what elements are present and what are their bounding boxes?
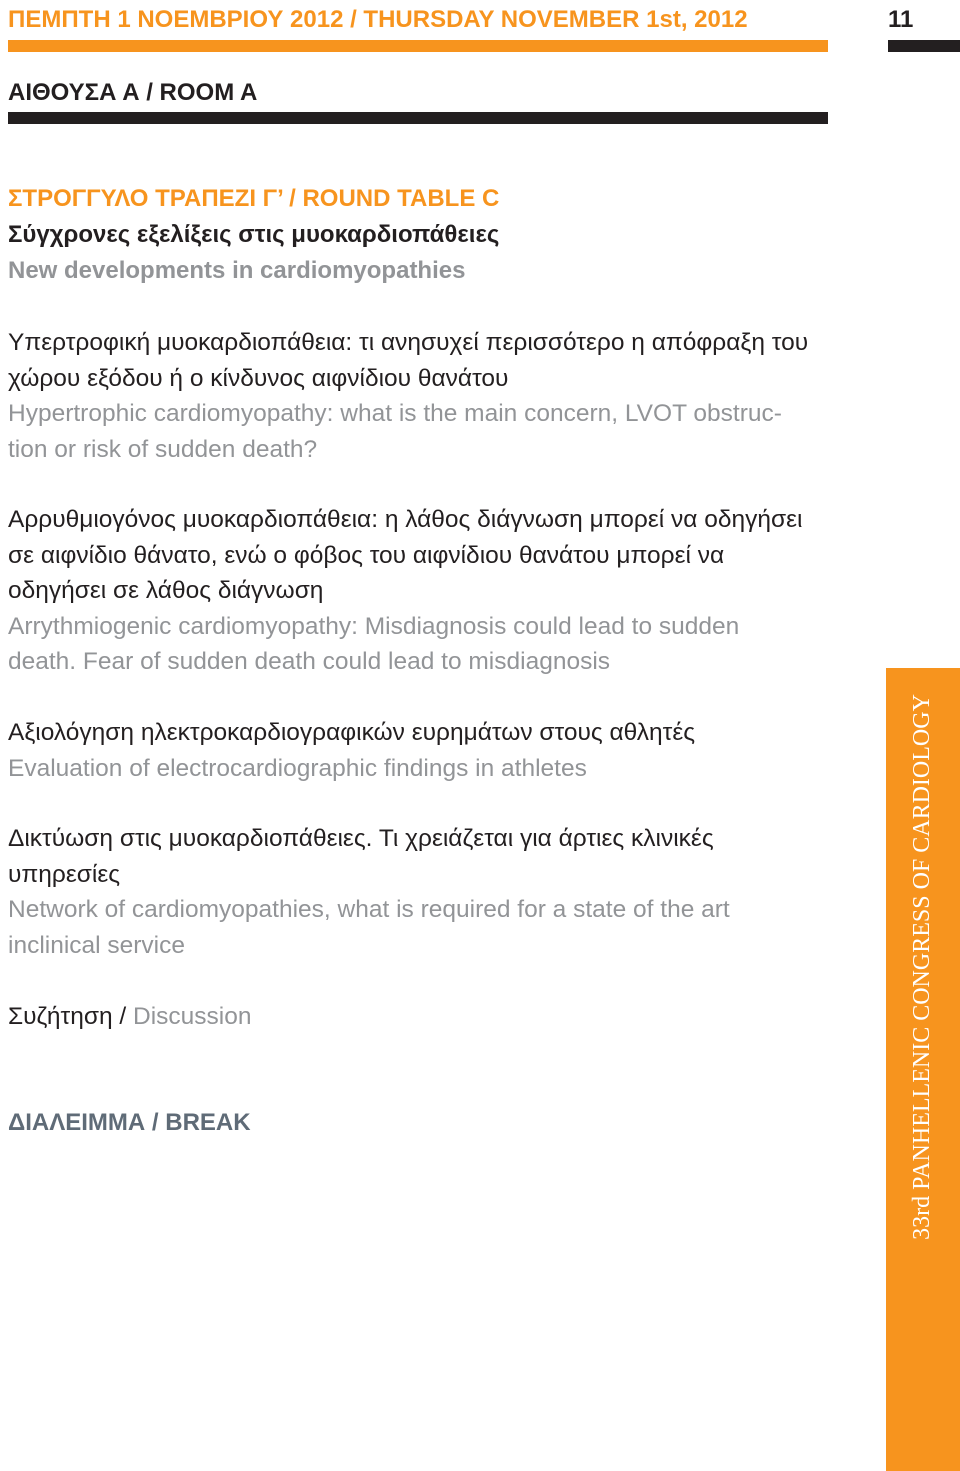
discussion-separator: / xyxy=(119,1003,127,1030)
talk-item xyxy=(8,715,695,786)
talk-title-english-line: Hypertrophic cardiomyopathy: what is the main concern, LVOT obstruc- xyxy=(8,400,782,427)
discussion-item xyxy=(8,999,252,1035)
header-accent-bar xyxy=(8,40,828,52)
discussion-english: Discussion xyxy=(133,1003,252,1030)
talk-title-greek-line: Υπερτροφική μυοκαρδιοπάθεια: τι ανησυχεί περισσότερο η απόφραξη του xyxy=(8,329,809,356)
talk-title-greek-line: Δικτύωση στις μυοκαρδιοπάθειες. Τι χρειάζεται για άρτιες κλινικές xyxy=(8,825,714,852)
talk-title-greek-line: υπηρεσίες xyxy=(8,860,121,888)
talk-title-english-line: Network of cardiomyopathies, what is required for a state of the art xyxy=(8,896,730,923)
talk-title-english-line: inclinical service xyxy=(8,931,186,959)
talk-title-english-line: Evaluation of electrocardiographic findings in athletes xyxy=(8,754,587,782)
page-number-bar xyxy=(888,40,960,52)
talk-title-english-line: tion or risk of sudden death? xyxy=(8,435,318,463)
date-header: ΠΕΜΠΤΗ 1 ΝΟΕΜΒΡΙΟΥ 2012 / THURSDAY NOVEMBER 1st, 2012 xyxy=(8,6,748,33)
talk-item xyxy=(8,325,808,467)
talk-title-greek-line: Αρρυθμιογόνος μυοκαρδιοπάθεια: η λάθος διάγνωση μπορεί να οδηγήσει xyxy=(8,506,803,533)
session-subtitle-english: New developments in cardiomyopathies xyxy=(8,257,466,284)
side-banner-text: 33rd PANHELLENIC CONGRESS OF CARDIOLOGY xyxy=(909,694,935,1240)
room-title: ΑΙΘΟΥΣΑ Α / ROOM A xyxy=(8,79,258,106)
talk-title-english-line: Arrythmiogenic cardiomyopathy: Misdiagnosis could lead to sudden xyxy=(8,612,740,640)
talk-title-greek-line: Αξιολόγηση ηλεκτροκαρδιογραφικών ευρημάτων στους αθλητές xyxy=(8,719,696,746)
talk-item xyxy=(8,502,802,680)
talk-title-greek-line: σε αιφνίδιο θάνατο, ενώ ο φόβος του αιφνίδιου θανάτου μπορεί να xyxy=(8,541,725,569)
discussion-greek: Συζήτηση xyxy=(8,1003,113,1030)
talk-title-english-line: death. Fear of sudden death could lead to misdiagnosis xyxy=(8,648,611,675)
session-block xyxy=(8,181,499,289)
talk-title-greek-line: χώρου εξόδου ή ο κίνδυνος αιφνίδιου θανάτου xyxy=(8,364,509,392)
session-title: ΣΤΡΟΓΓΥΛΟ ΤΡΑΠΕΖΙ Γ’ / ROUND TABLE C xyxy=(8,185,500,212)
talk-item xyxy=(8,821,730,963)
talk-title-greek-line: οδηγήσει σε λάθος διάγνωση xyxy=(8,577,324,604)
side-banner xyxy=(886,668,960,1471)
session-subtitle-greek: Σύγχρονες εξελίξεις στις μυοκαρδιοπάθειες xyxy=(8,221,500,248)
room-divider-bar xyxy=(8,112,828,124)
break-label: ΔΙΑΛΕΙΜΜΑ / BREAK xyxy=(8,1109,251,1136)
page-number: 11 xyxy=(888,6,914,33)
